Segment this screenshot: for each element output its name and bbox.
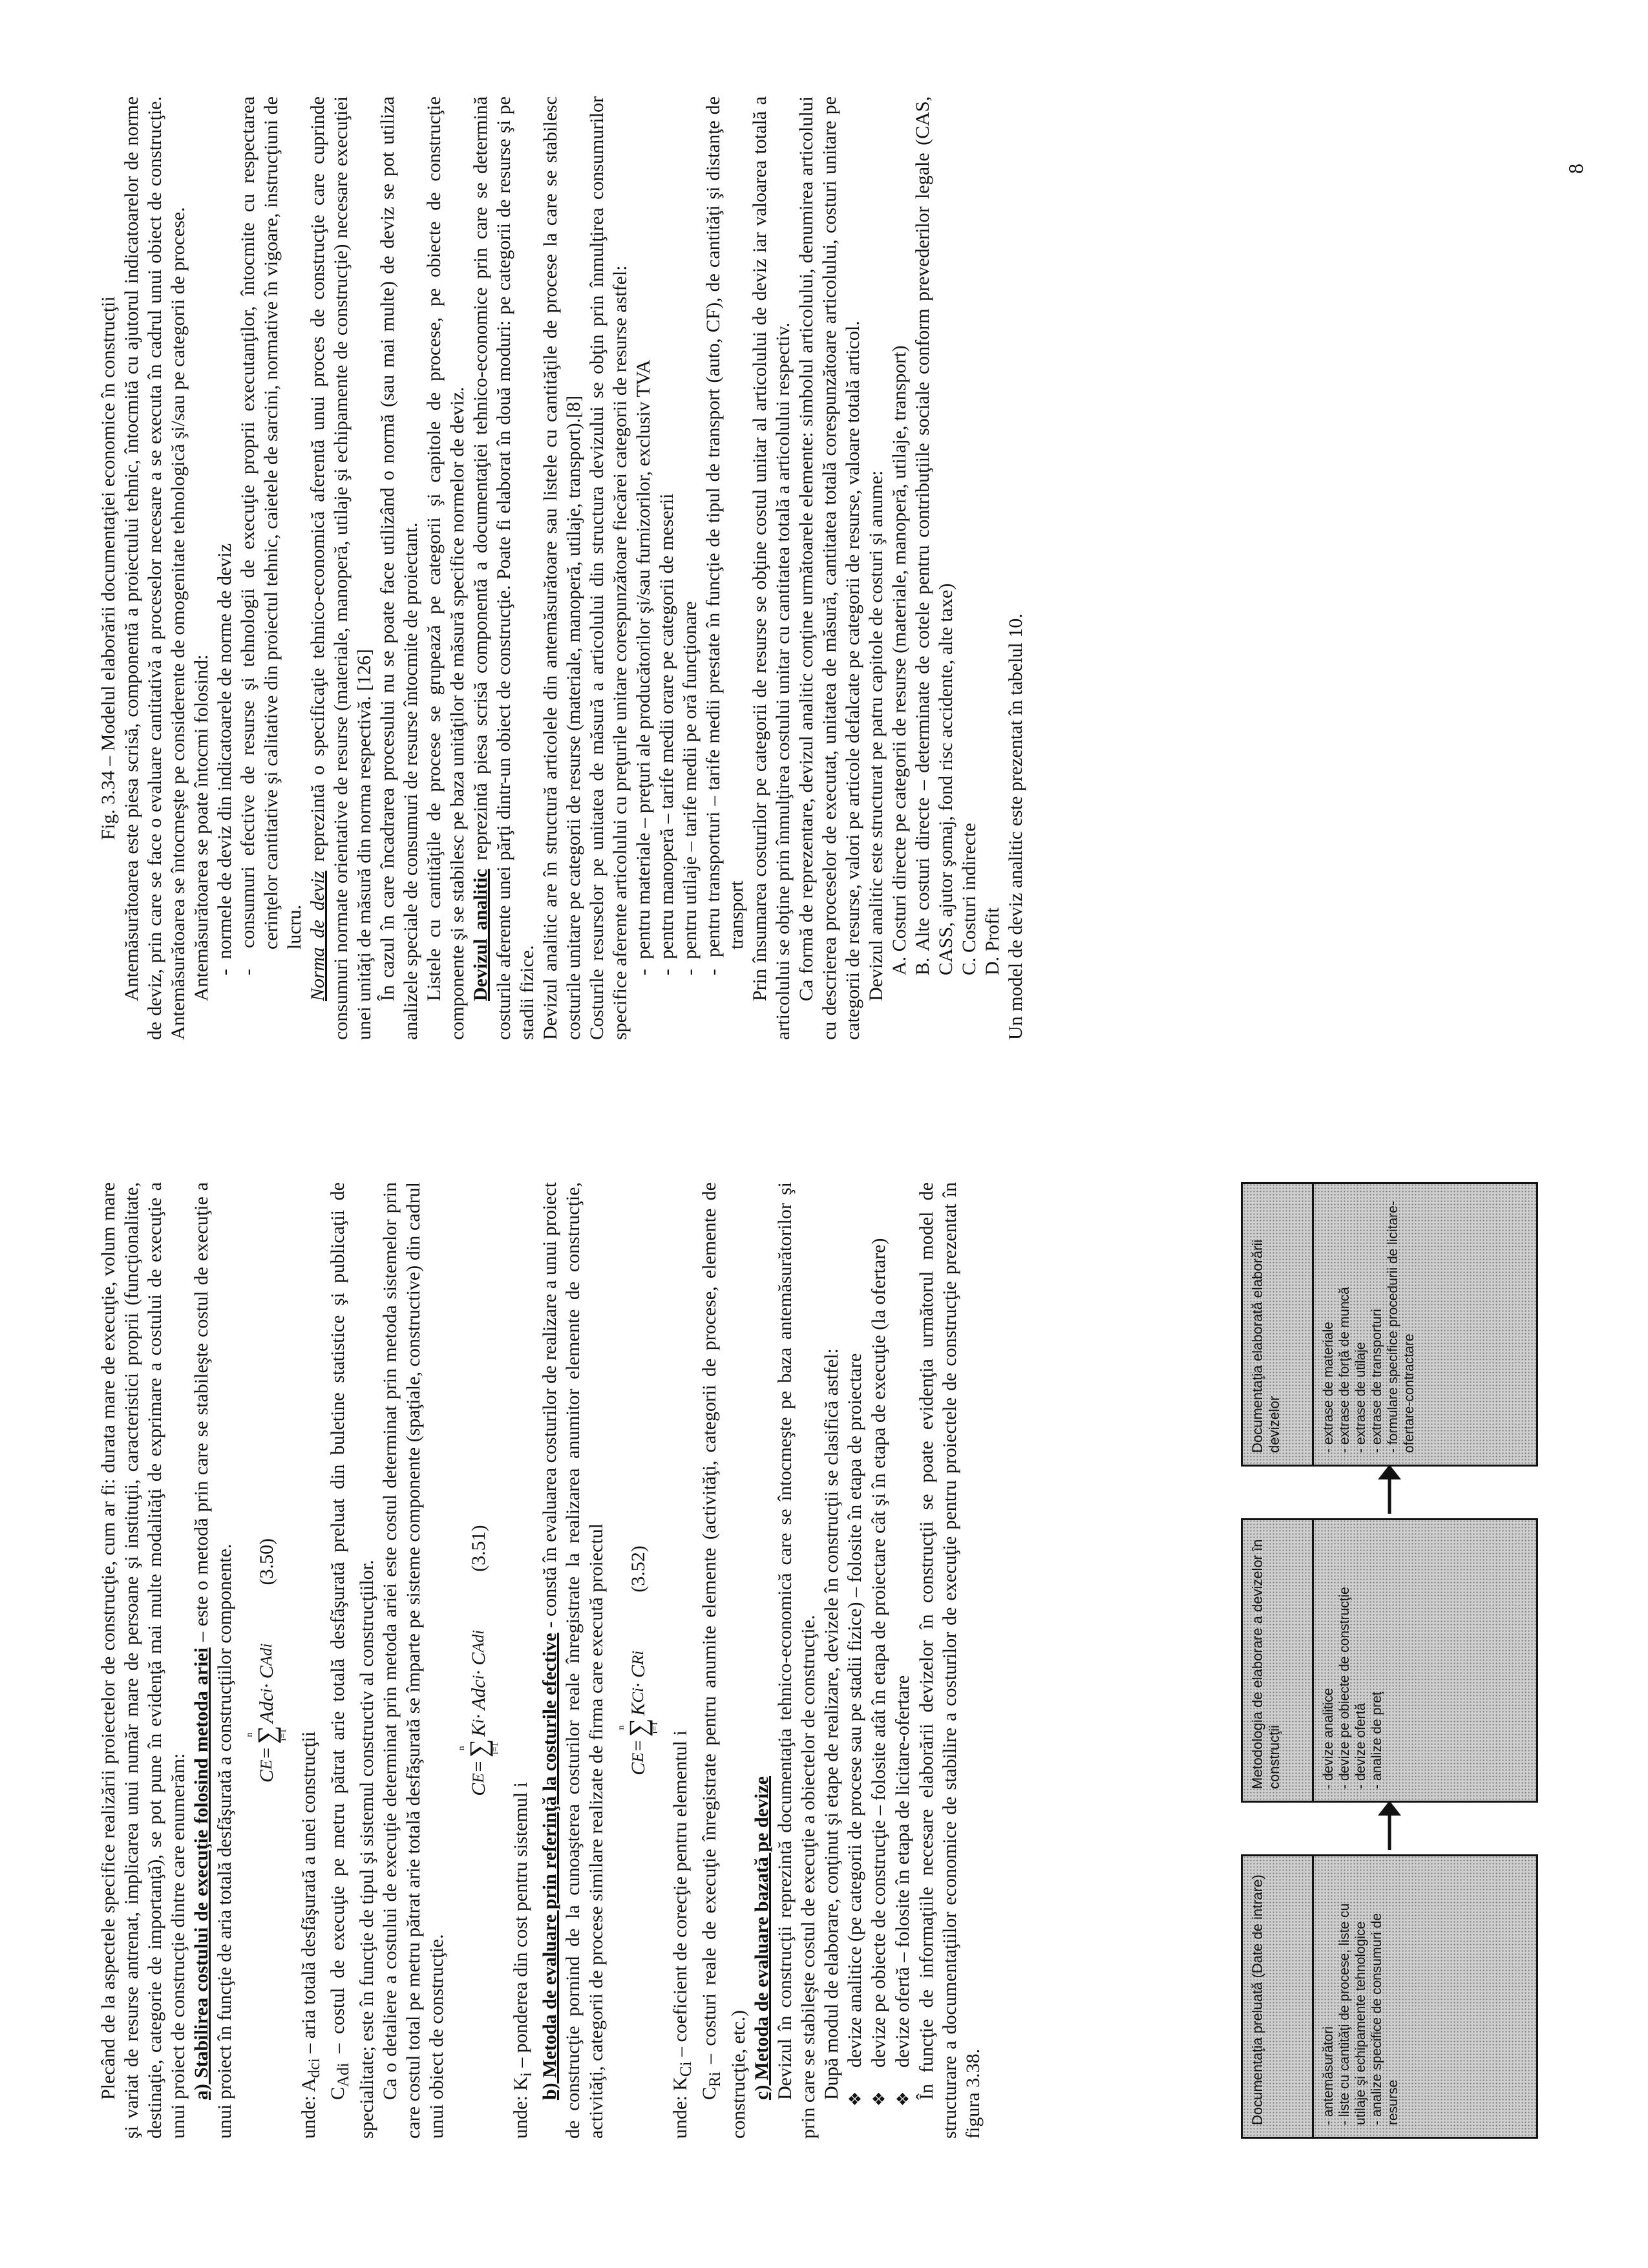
sum-symbol: n ∑ i=1 xyxy=(245,1725,288,1744)
representation-paragraph: Ca formă de reprezentare, devizul analitic conţine următoarele elemente: simbolul articolului, denumirea articolului cu descrierea proceselor de executat, unitatea de măsură, cantitatea totală corespunzătoare articolului, costuri unitare pe categorii de resurse, valori pe articole defalcate pe categorii de resurse, valoare totală articol. xyxy=(796,96,863,1040)
equation-number: (3.52) xyxy=(628,1545,649,1593)
process-lists-paragraph: Listele cu cantităţile de procese se grupează pe categorii şi capitole de procese, pe obiecte de construcţie componente şi se stabilesc pe baza unităţilor de măsură specifice normelor de deviz. xyxy=(423,96,468,1040)
where-adci: unde: $A_{dci}$ – aria totală desfăşurată a unei construcţii xyxy=(298,1731,323,2139)
output-documentation-box xyxy=(1241,1182,1538,1467)
box-item: - analize specifice de consumuri de resurse xyxy=(1369,1913,1400,2125)
special-analysis-paragraph: În cazul în care încadrarea procesului nu se poate face utilizând o normă (sau mai multe) de deviz se pot utiliza analizele speciale de consumuri de resurse întocmite de proiectant. xyxy=(377,96,421,1040)
list-item: ❖devize ofertă – folosite în etapa de licitare-ofertare xyxy=(892,1675,913,2106)
box-item: - antemăsurători xyxy=(1321,2026,1336,2125)
area-method-heading: a) Stabilirea costului de execuţie folosind metoda ariei xyxy=(191,1647,212,2100)
reference-method-paragraph: b) Metoda de evaluare prin referinţă la costurile efective - constă în evaluarea costurilor de realizare a unui proiect de construcţie pornind de la cunoaşterea costurilor reale înregistrate la realizarea anumitor elemente de construcţie, activităţi, categorii de procese similare realizate de firma care execută proiectul xyxy=(539,1182,607,2139)
analytic-estimate-paragraph: Devizul analitic reprezintă piesa scrisă componentă a documentaţiei tehnico-economice prin care se determină costurile aferente unei părţi dintr-un obiect de construcţie. Poate fi elaborat în două moduri: pe categorii de resurse şi pe stadii fizice. xyxy=(470,96,538,1040)
figure-caption: Fig. 3.34 – Modelul elaborării documentaţiei economice în construcţii xyxy=(98,296,119,840)
norma-deviz-term: Norma de deviz xyxy=(307,871,328,1001)
box-item: - extrase de materiale xyxy=(1321,1321,1336,1453)
chapters-intro: Devizul analitic este structurat pe patru capitole de costuri şi anume: xyxy=(865,470,887,1001)
antemasuratoare-sources-intro: Antemăsurătoarea se poate întocmi folosind: xyxy=(191,654,212,1001)
flow-diagram xyxy=(1241,1182,1538,2139)
unit-cost-paragraph: Prin însumarea costurilor pe categorii de resurse se obţine costul unitar al articolului de deviz iar valoarea totală a articolului se obţine prin înmulţirea costului unitar cu cantitatea totală a articolului respectiv. xyxy=(749,96,794,1040)
norma-deviz-paragraph: Norma de deviz reprezintă o specificaţie tehnico-economică aferentă unui proces de construcţie care cuprinde consumuri normate orientative de resurse (materiale, manoperă, utilaje şi echipamente de construcţie) necesare execuţiei unei unităţi de măsură din norma respectivă. [126] xyxy=(307,96,375,1040)
list-item: ❖devize pe obiecte de construcţie – folosite atât în etapa de proiectare cât şi în etapa de execuţie (la ofertare) xyxy=(868,1238,889,2106)
antemasuratoare-paragraph: Antemăsurătoarea este piesa scrisă, componentă a proiectului tehnic, întocmită cu ajutorul indicatoarelor de norme de deviz, prin care se face o evaluare cantitativă a proceselor necesare a se executa în cadrul unui obiect de construcţie. Antemăsurătoarea se întocmeşte pe considerente de omogenitate tehnologică şi/sau pe categorii de procese. xyxy=(121,96,189,1040)
list-item: C. Costuri indirecte xyxy=(958,823,980,975)
box-item: - extrase de forţă de muncă xyxy=(1337,1287,1352,1453)
equation-3-51: C E = n ∑ i=1 K i · Adc i · C Adi (3.51) xyxy=(457,1525,500,1796)
sum-symbol: n ∑ i=1 xyxy=(457,1739,500,1758)
reference-method-heading: b) Metoda de evaluare prin referinţă la costurile efective xyxy=(539,1633,560,2100)
resource-costs-paragraph: Costurile resurselor pe unitatea de măsură a articolului din structura devizului se obţin prin înmulţirea consumurilor specifice aferente articolului cu preţurile unitare corespunzătoare fiecărei categorii de resurse astfel: xyxy=(586,96,631,1040)
box-title: Documentaţia preluată (Date de intrare) xyxy=(1243,1856,1314,2137)
arrow-right-icon xyxy=(1370,1799,1409,1851)
where-ki: unde: $K_i$ – ponderea din cost pentru sistemul i xyxy=(510,1782,535,2139)
intro-paragraph: Plecând de la aspectele specifice realizării proiectelor de construcţie, cum ar fi: durata mare de execuţie, volum mare şi variat de resurse antrenat, implicarea unui număr mare de persoane şi instituţii, caracteristici proprii (funcţionalitate, destinaţie, categorie de importanţă), se pot pune în evidenţă mai multe modalităţi de exprimare a costului de execuţie a unui proiect de construcţie dintre care enumerăm: xyxy=(98,1182,189,2139)
list-item: A. Costuri directe pe categorii de resurse (materiale, manoperă, utilaje, transport) xyxy=(889,345,910,975)
equation-number: (3.50) xyxy=(256,1538,277,1585)
input-documentation-box xyxy=(1241,1854,1538,2139)
box-items xyxy=(1314,1184,1424,1465)
list-item: - normele de deviz din indicatoarele de norme de deviz xyxy=(214,543,235,975)
list-item: D. Profit xyxy=(982,907,1003,975)
estimate-method-heading: c) Metoda de evaluare bazată pe devize xyxy=(751,1776,772,2100)
where-kci: unde: $K_{Ci}$ – coeficient de corecţie pentru elementul i xyxy=(670,1730,695,2139)
box-item: - analize de preţ xyxy=(1369,1691,1384,1789)
box-title: Metodologia de elaborare a devizelor în construcţii xyxy=(1243,1520,1314,1801)
structure-model-paragraph: În funcţie de informaţiile necesare elaborării devizelor în construcţii se poate evidenţia următorul model de structurare a documentaţiilor economice de stabilire a costurilor de execuţie pentru proiectele de construcţie prezentat în figura 3.38. xyxy=(916,1182,984,2139)
list-item: - pentru manoperă – tarife medii orare pe categorii de meserii xyxy=(656,493,677,975)
sum-symbol: n ∑ i=1 xyxy=(617,1718,660,1737)
list-item: - pentru materiale – preţuri ale producătorilor şi/sau furnizorilor, exclusiv TVA xyxy=(633,359,654,975)
analytic-structure-paragraph: Devizul analitic are în structură articolele din antemăsurătoare sau listele cu cantităţile de procese la care se stabilesc costurile unitare pe categorii de resurse (materiale, manoperă, utilaje, transport).[8] xyxy=(540,96,584,1040)
equation-3-52: C E = n ∑ i=1 K Ci · C Ri (3.52) xyxy=(617,1545,660,1775)
where-cadi: $C_{Adi}$ – costul de execuţie pe metru pătrat arie totală desfăşurată preluat din buletine statistice şi publicaţii de specialitate; este în funcţie de tipul şi sistemul constructiv al construcţiilor. xyxy=(327,1182,377,2139)
methodology-box xyxy=(1241,1518,1538,1803)
list-item: - pentru transporturi – tarife medii prestate în funcţie de tipul de transport (auto, CF), de cantităţi şi distanţe de transport xyxy=(703,96,747,975)
estimate-method-heading-line xyxy=(750,1182,774,2139)
box-item: - extrase de utilaje xyxy=(1353,1342,1368,1453)
page-number: 8 xyxy=(1564,164,1587,174)
left-column xyxy=(97,1182,985,2139)
box-item: - formulare specifice procedurii de licitare-ofertare-contractare xyxy=(1386,1201,1417,1453)
box-title: Documentaţia elaborată elaborării devizelor xyxy=(1243,1184,1314,1465)
equation-number: (3.51) xyxy=(468,1525,489,1572)
arrow-right-icon xyxy=(1370,1463,1409,1515)
list-item: ❖devize analitice (pe categorii de procese sau pe stadii fizice) – folosite în etapa de proiectare xyxy=(844,1353,865,2106)
list-item: - consumuri efective de resurse şi tehnologii de execuţie proprii executanţilor, întocmite cu respectarea cerinţelor cantitative şi calitative din proiectul tehnic, caietele de sarcini, normative în vigoare, instrucţiuni de lucru. xyxy=(237,96,305,975)
box-item: - devize pe obiecte de construcţie xyxy=(1337,1587,1352,1789)
box-item: - devize analitice xyxy=(1321,1688,1336,1789)
list-item: B. Alte costuri directe – determinate de cotele pentru contribuţiile sociale conform prevederilor legale (CAS, CASS, ajutor şomaj, fond risc accidente, alte taxe) xyxy=(912,96,956,975)
area-method-paragraph: a) Stabilirea costului de execuţie folosind metoda ariei – este o metodă prin care se stabileşte costul de execuţie a unui proiect în funcţie de aria totală desfăşurată a construcţiilor componente. xyxy=(191,1182,235,2139)
list-item: - pentru utilaje – tarife medii pe oră funcţionare xyxy=(679,601,701,975)
box-item: - extrase de transporturi xyxy=(1369,1309,1384,1453)
box-items xyxy=(1314,1520,1391,1801)
table-reference-paragraph: Un model de deviz analitic este prezentat în tabelul 10. xyxy=(1005,613,1026,1040)
classification-paragraph: După modul de elaborare, conţinut şi etape de realizare, devizele în construcţii se clasifică astfel: xyxy=(821,1348,842,2100)
analytic-estimate-term: Devizul analitic xyxy=(470,869,491,1001)
deviz-definition-paragraph: Devizul în construcţii reprezintă documentaţia tehnico-economică care se întocmeşte pe baza antemăsurătorilor şi prin care se stabileşte costul de execuţie a obiectelor de construcţie. xyxy=(774,1182,819,2139)
box-items xyxy=(1314,1856,1408,2137)
box-item: - devize ofertă xyxy=(1353,1702,1368,1789)
right-column xyxy=(97,96,1028,1040)
where-cri: $C_{Ri}$ – costuri reale de execuţie înregistrate pentru anumite elemente (activităţi, categorii de procese, elemente de construcţie, etc.) xyxy=(699,1182,749,2139)
box-item: - liste cu cantităţi de procese, liste cu utilaje şi echipamente tehnologice xyxy=(1337,1903,1368,2125)
equation-3-50: C E = n ∑ i=1 Adc i · C Adi (3.50) xyxy=(245,1538,288,1783)
systems-method-paragraph: Ca o detaliere a costului de execuţie determinat prin metoda ariei este costul determinat prin metoda sistemelor prin care costul total pe metru pătrat arie totală desfăşurată se împarte pe sisteme componente (spaţiale, constructive) din cadrul unui obiect de construcţie. xyxy=(379,1182,447,2139)
